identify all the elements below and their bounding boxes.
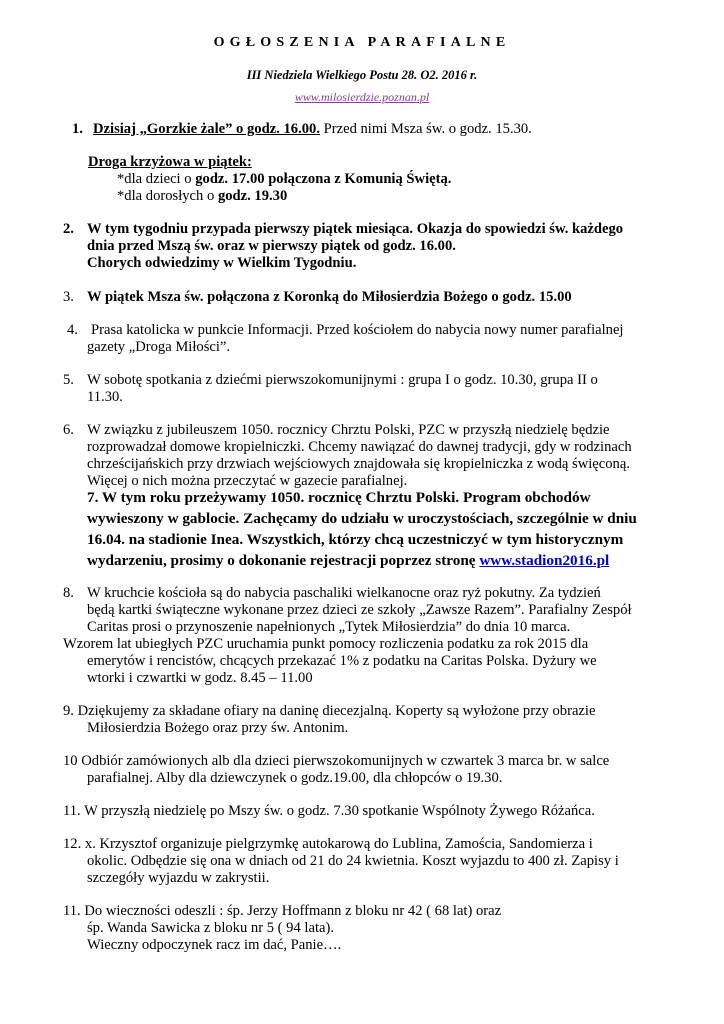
item-13-line-3: Wieczny odpoczynek racz im dać, Panie….: [87, 937, 342, 953]
page-subtitle: III Niedziela Wielkiego Postu 28. O2. 2016 r.: [246, 68, 478, 82]
item-9-line-2: Miłosierdzia Bożego oraz przy św. Antonim.: [87, 720, 349, 736]
item-8-line-5: emerytów i rencistów, chcących przekazać 1% z podatku na Caritas Polska. Dyżury we: [87, 653, 597, 669]
droga-line-1a: *dla dzieci o: [117, 171, 196, 187]
droga-line-2a: *dla dorosłych o: [117, 188, 218, 204]
item-5-line-1: W sobotę spotkania z dziećmi pierwszokomunijnymi : grupa I o godz. 10.30, grupa II o: [87, 372, 598, 388]
item-6-line-1: W związku z jubileuszem 1050. rocznicy Chrztu Polski, PZC w przyszłą niedzielę będzie: [87, 422, 610, 438]
item-2-line-1: W tym tygodniu przypada pierwszy piątek miesiąca. Okazja do spowiedzi św. każdego: [87, 221, 624, 237]
droga-line-1b: godz. 17.00 połączona z Komunią Świętą.: [195, 171, 452, 187]
item-13-line-1: 11. Do wieczności odeszli : śp. Jerzy Hoffmann z bloku nr 42 ( 68 lat) oraz: [63, 903, 502, 919]
item-5-number: 5.: [63, 372, 74, 388]
item-7-line-4-text: wydarzeniu, prosimy o dokonanie rejestracji poprzez stronę: [87, 552, 480, 569]
item-1-rest: Przed nimi Msza św. o godz. 15.30.: [319, 121, 532, 137]
item-11-line-1: 11. W przyszłą niedzielę po Mszy św. o godz. 7.30 spotkanie Wspólnoty Żywego Różańca.: [63, 803, 595, 819]
droga-line-1: [117, 171, 451, 188]
item-8-line-3: Caritas prosi o przynoszenie napełnionych „Tytek Miłosierdzia” do dnia 10 marca.: [87, 619, 571, 635]
item-8-number: 8.: [63, 585, 74, 601]
item-9-line-1: 9. Dziękujemy za składane ofiary na daninę diecezjalną. Koperty są wyłożone przy obrazie: [63, 703, 596, 719]
item-5-line-2: 11.30.: [87, 389, 123, 405]
droga-heading: Droga krzyżowa w piątek:: [88, 154, 252, 170]
item-7-line-2: wywieszony w gablocie. Zachęcamy do udziału w uroczystościach, szczególnie w dniu: [87, 510, 637, 527]
item-7-line-4: [87, 550, 609, 571]
item-2-line-3: Chorych odwiedzimy w Wielkim Tygodniu.: [87, 255, 357, 271]
droga-line-2: [117, 188, 287, 205]
item-1-number: 1.: [72, 121, 83, 137]
item-6-line-3: chrześcijańskich przy drzwiach wejściowych znajdowała się kropielniczka z wodą święconą.: [87, 456, 630, 472]
stadion-link[interactable]: www.stadion2016.pl: [479, 552, 610, 569]
item-1-bold: Dzisiaj „Gorzkie żale” o godz. 16.00.: [93, 121, 320, 137]
item-3-number: 3.: [63, 289, 74, 305]
item-1-text: [93, 121, 532, 138]
item-6-line-4: Więcej o nich można przeczytać w gazecie parafialnej.: [87, 473, 408, 489]
item-8-line-6: wtorki i czwartki w godz. 8.45 – 11.00: [87, 670, 313, 686]
droga-line-2b: godz. 19.30: [217, 188, 288, 204]
item-6-line-2: rozprowadzał domowe kropielniczki. Chcemy nawiązać do dawnej tradycji, gdy w rodzinach: [87, 439, 632, 455]
item-13-line-2: śp. Wanda Sawicka z bloku nr 5 ( 94 lata).: [87, 920, 334, 936]
item-4-number: 4.: [67, 322, 78, 338]
item-2-line-2: dnia przed Mszą św. oraz w pierwszy piątek od godz. 16.00.: [87, 238, 456, 254]
item-8-line-2: będą kartki świąteczne wykonane przez dzieci ze szkoły „Zawsze Razem”. Parafialny Zespół: [87, 602, 632, 618]
item-10-line-1: 10 Odbiór zamówionych alb dla dzieci pierwszokomunijnych w czwartek 3 marca br. w salce: [63, 753, 610, 769]
item-8-line-1: W kruchcie kościoła są do nabycia paschaliki wielkanocne oraz ryż pokutny. Za tydzień: [87, 585, 601, 601]
item-12-line-2: okolic. Odbędzie się ona w dniach od 21 do 24 kwietnia. Koszt wyjazdu to 400 zł. Zapisy i: [87, 853, 619, 869]
item-12-line-1: 12. x. Krzysztof organizuje pielgrzymkę autokarową do Lublina, Zamościa, Sandomierza i: [63, 836, 593, 852]
item-4-line-2: gazety „Droga Miłości”.: [87, 339, 231, 355]
item-12-line-3: szczegóły wyjazdu w zakrystii.: [87, 870, 270, 886]
item-6-number: 6.: [63, 422, 74, 438]
website-link[interactable]: www.milosierdzie.poznan.pl: [294, 90, 430, 104]
item-7-line-1: 7. W tym roku przeżywamy 1050. rocznicę Chrztu Polski. Program obchodów: [87, 489, 591, 506]
page-title: OGŁOSZENIA PARAFIALNE: [213, 35, 511, 50]
item-4-line-1: Prasa katolicka w punkcie Informacji. Przed kościołem do nabycia nowy numer parafialnej: [91, 322, 624, 338]
item-7-line-3: 16.04. na stadionie Inea. Wszystkich, którzy chcą uczestniczyć w tym historycznym: [87, 531, 624, 548]
item-3-text: W piątek Msza św. połączona z Koronką do Miłosierdzia Bożego o godz. 15.00: [87, 289, 572, 305]
item-10-line-2: parafialnej. Alby dla dziewczynek o godz.19.00, dla chłopców o 19.30.: [87, 770, 503, 786]
item-8-line-4: Wzorem lat ubiegłych PZC uruchamia punkt pomocy rozliczenia podatku za rok 2015 dla: [63, 636, 589, 652]
item-2-number: 2.: [63, 221, 74, 237]
